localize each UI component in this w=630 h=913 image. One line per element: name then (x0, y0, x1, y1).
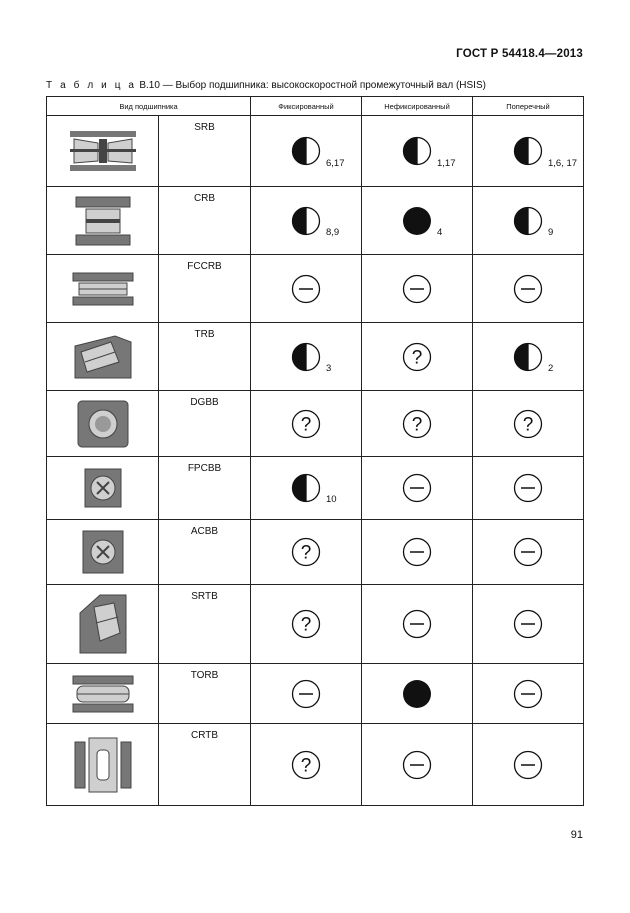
page-number: 91 (570, 829, 583, 841)
suitability-cell (251, 664, 362, 724)
cylindrical-roller-bearing-icon (47, 187, 159, 255)
suitability-cell (473, 664, 584, 724)
suitability-cell (362, 391, 473, 457)
svg-text:?: ? (411, 414, 423, 435)
footnote-reference: 3 (326, 363, 332, 375)
table-row (47, 664, 584, 724)
svg-text:?: ? (300, 542, 312, 564)
suitability-cell (473, 391, 584, 457)
footnote-reference: 8,9 (326, 227, 340, 239)
bearing-type-label: DGBB (159, 391, 251, 457)
svg-text:?: ? (300, 414, 312, 435)
suitability-cell (362, 187, 473, 255)
suitability-cell (362, 724, 473, 806)
footnote-reference: 4 (437, 227, 443, 239)
bearing-type-label: TRB (159, 323, 251, 391)
header-floating: Нефиксированный (362, 97, 473, 116)
suitability-cell (362, 585, 473, 664)
bearing-type-label: SRB (159, 116, 251, 187)
suitability-cell (473, 457, 584, 520)
bearing-type-label: FPCBB (159, 457, 251, 520)
table-row (47, 116, 584, 187)
footnote-reference: 10 (326, 494, 337, 506)
bearing-type-label: TORB (159, 664, 251, 724)
suitability-cell (473, 724, 584, 806)
suitability-cell (362, 520, 473, 585)
footnote-reference: 1,6, 17 (548, 158, 578, 169)
table-row (47, 520, 584, 585)
svg-text:?: ? (300, 755, 312, 776)
suitability-cell (473, 116, 584, 187)
table-row (47, 391, 584, 457)
bearing-type-label: ACBB (159, 520, 251, 585)
cylindrical-roller-thrust-bearing-icon (47, 724, 159, 806)
suitability-cell (362, 255, 473, 323)
bearing-type-label: FCCRB (159, 255, 251, 323)
footnote-reference: 2 (548, 363, 554, 375)
svg-text:?: ? (411, 347, 423, 368)
caption-prefix: Т а б л и ц а (46, 80, 137, 91)
caption-text: В.10 — Выбор подшипника: высокоскоростной промежуточный вал (HSIS) (136, 80, 486, 91)
document-code: ГОСТ Р 54418.4—2013 (456, 48, 583, 60)
footnote-reference: 6,17 (326, 158, 345, 169)
suitability-cell (251, 323, 362, 391)
suitability-cell (251, 520, 362, 585)
bearing-selection-table (46, 96, 584, 806)
suitability-cell (362, 116, 473, 187)
header-cross: Поперечный (473, 97, 584, 116)
suitability-cell (473, 323, 584, 391)
suitability-cell (473, 255, 584, 323)
suitability-cell (251, 457, 362, 520)
table-row (47, 585, 584, 664)
table-row (47, 457, 584, 520)
svg-text:?: ? (522, 414, 534, 435)
bearing-type-label: CRB (159, 187, 251, 255)
table-row (47, 323, 584, 391)
suitability-cell (251, 255, 362, 323)
suitability-cell (473, 187, 584, 255)
table-header-row (47, 97, 584, 116)
spherical-roller-bearing-icon (47, 116, 159, 187)
suitability-cell (362, 323, 473, 391)
bearing-type-label: SRTB (159, 585, 251, 664)
table-caption (46, 80, 486, 91)
table-row (47, 724, 584, 806)
bearing-type-label: CRTB (159, 724, 251, 806)
full-complement-cylindrical-roller-bearing-icon (47, 255, 159, 323)
tapered-roller-bearing-icon (47, 323, 159, 391)
suitability-cell (251, 116, 362, 187)
table-row (47, 187, 584, 255)
deep-groove-ball-bearing-icon (47, 391, 159, 457)
toroidal-roller-bearing-icon (47, 664, 159, 724)
four-point-contact-ball-bearing-icon (47, 457, 159, 520)
header-bearing-type: Вид подшипника (47, 97, 251, 116)
suitability-cell (473, 520, 584, 585)
footnote-reference: 1,17 (437, 158, 456, 169)
spherical-roller-thrust-bearing-icon (47, 585, 159, 664)
suitability-cell (473, 585, 584, 664)
suitability-cell (362, 457, 473, 520)
suitability-cell (251, 391, 362, 457)
suitability-cell (251, 585, 362, 664)
svg-text:?: ? (300, 614, 312, 636)
header-fixed: Фиксированный (251, 97, 362, 116)
suitability-cell (251, 724, 362, 806)
footnote-reference: 9 (548, 227, 554, 239)
suitability-cell (362, 664, 473, 724)
table-row (47, 255, 584, 323)
angular-contact-ball-bearing-icon (47, 520, 159, 585)
suitability-cell (251, 187, 362, 255)
